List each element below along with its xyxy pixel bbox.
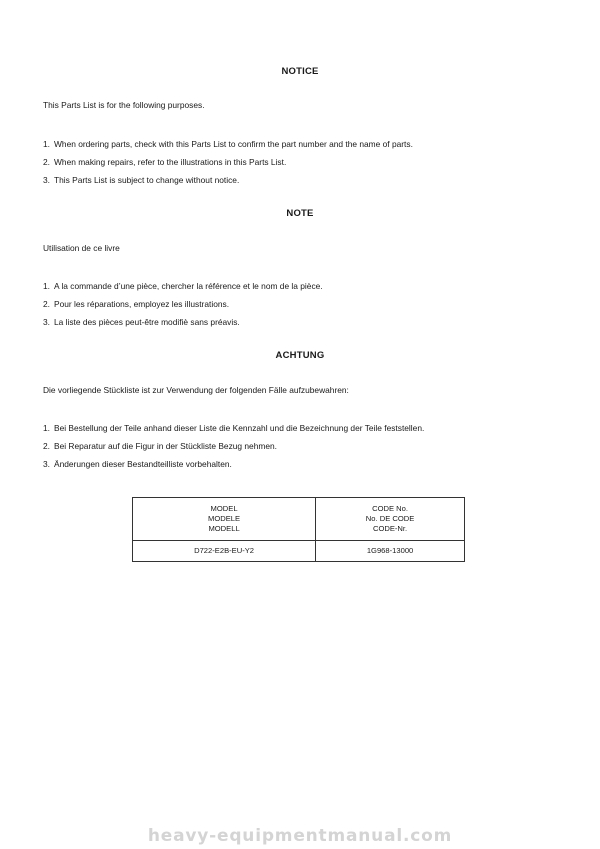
note-item-3 xyxy=(43,317,240,327)
achtung-intro: Die vorliegende Stückliste ist zur Verwendung der folgenden Fälle aufzubewahren: xyxy=(43,385,349,395)
achtung-item-1 xyxy=(43,423,424,433)
model-code-table-header-row xyxy=(133,498,465,541)
code-value-cell: 1G968-13000 xyxy=(316,541,465,562)
note-item-1 xyxy=(43,281,323,291)
notice-item-3-text: This Parts List is subject to change without notice. xyxy=(54,175,240,185)
notice-item-2-number: 2. xyxy=(43,157,50,167)
model-code-table-value-row xyxy=(133,541,465,562)
code-header-en: CODE No. xyxy=(372,504,408,513)
code-header-de: CODE-Nr. xyxy=(372,524,408,533)
notice-item-2 xyxy=(43,157,286,167)
notice-item-2-text: When making repairs, refer to the illustrations in this Parts List. xyxy=(54,157,287,167)
notice-item-1-text: When ordering parts, check with this Parts List to confirm the part number and the name of parts. xyxy=(54,139,413,149)
notice-item-1-number: 1. xyxy=(43,139,50,149)
notice-heading: NOTICE xyxy=(281,66,319,77)
achtung-item-3-number: 3. xyxy=(43,459,50,469)
model-header-cell xyxy=(133,498,316,541)
notice-intro: This Parts List is for the following purposes. xyxy=(43,100,205,110)
code-header-cell xyxy=(316,498,465,541)
notice-item-3-number: 3. xyxy=(43,175,50,185)
model-header-de: MODELL xyxy=(208,524,240,533)
achtung-item-2-text: Bei Reparatur auf die Figur in der Stückliste Bezug nehmen. xyxy=(54,441,277,451)
note-item-2 xyxy=(43,299,229,309)
note-item-2-text: Pour les réparations, employez les illustrations. xyxy=(54,299,230,309)
model-value-cell: D722-E2B-EU-Y2 xyxy=(133,541,316,562)
model-header-fr: MODELE xyxy=(208,514,241,523)
achtung-item-3-text: Änderungen dieser Bestandteilliste vorbehalten. xyxy=(54,459,232,469)
note-item-2-number: 2. xyxy=(43,299,50,309)
achtung-heading: ACHTUNG xyxy=(275,350,325,361)
note-item-1-text: A la commande d’une pièce, chercher la référence et le nom de la pièce. xyxy=(54,281,323,291)
achtung-item-1-number: 1. xyxy=(43,423,50,433)
note-item-3-text: La liste des pièces peut-être modifiè sans préavis. xyxy=(54,317,240,327)
site-watermark: heavy-equipmentmanual.com xyxy=(147,826,453,846)
notice-item-3 xyxy=(43,175,239,185)
achtung-item-2 xyxy=(43,441,277,451)
note-intro: Utilisation de ce livre xyxy=(43,243,120,253)
note-item-1-number: 1. xyxy=(43,281,50,291)
note-item-3-number: 3. xyxy=(43,317,50,327)
achtung-item-1-text: Bei Bestellung der Teile anhand dieser Liste die Kennzahl und die Bezeichnung der Teile feststellen. xyxy=(54,423,425,433)
achtung-item-2-number: 2. xyxy=(43,441,50,451)
code-header-fr: No. DE CODE xyxy=(365,514,415,523)
achtung-item-3 xyxy=(43,459,232,469)
notice-item-1 xyxy=(43,139,413,149)
note-heading: NOTE xyxy=(286,208,314,219)
model-code-table xyxy=(132,497,465,562)
model-header-en: MODEL xyxy=(210,504,238,513)
